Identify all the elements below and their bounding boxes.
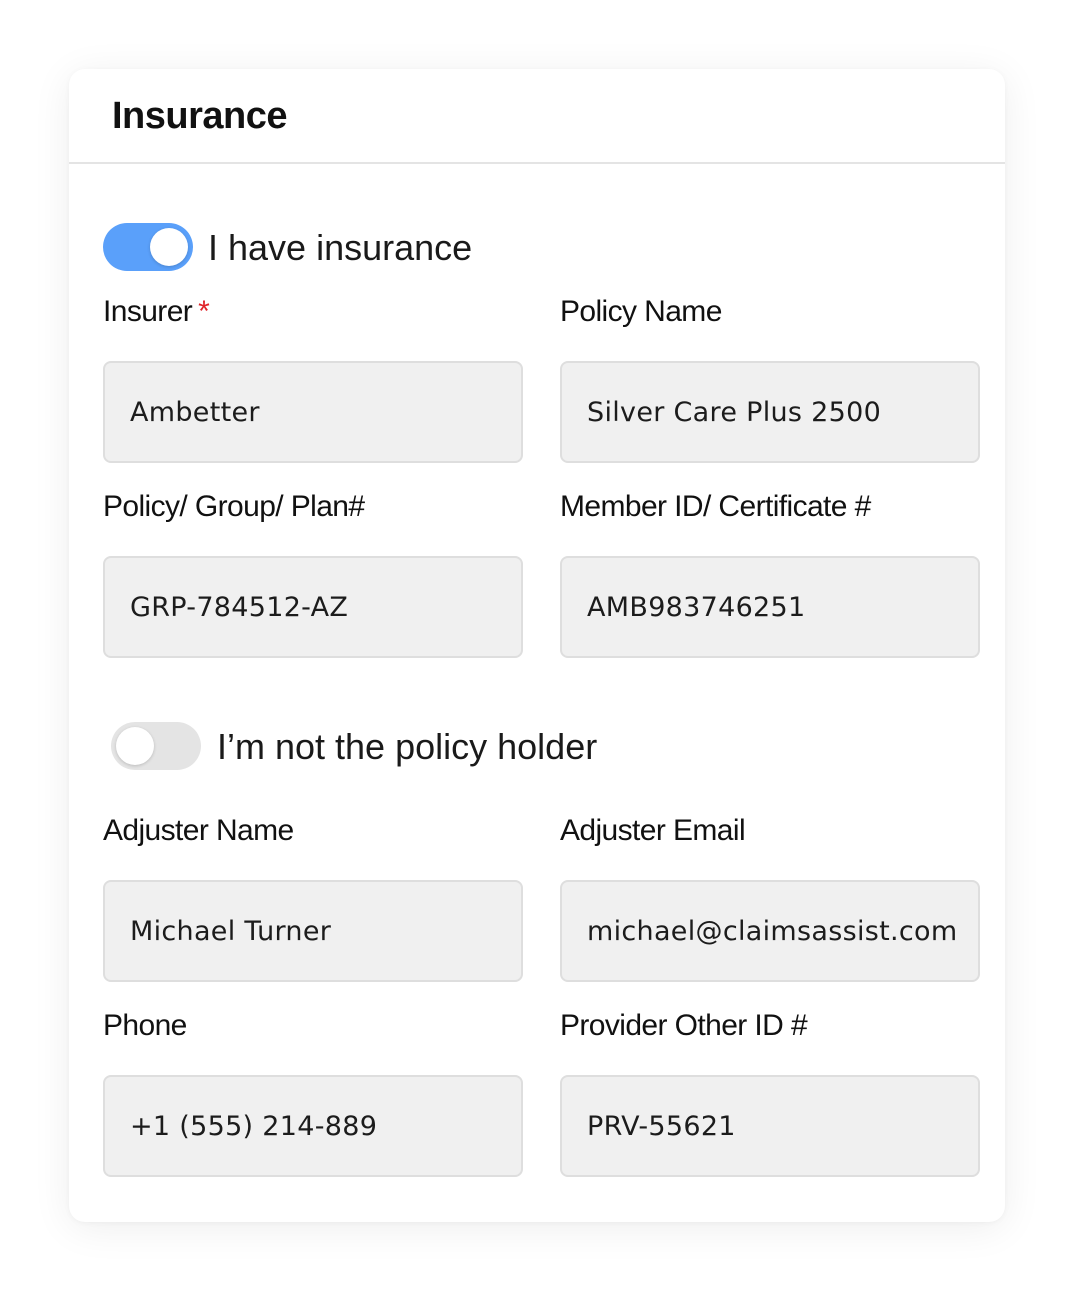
insurance-toggle-label: I have insurance bbox=[208, 227, 473, 268]
phone-label: Phone bbox=[103, 1009, 187, 1042]
insurance-card bbox=[69, 69, 1005, 1222]
provider-other-id-input[interactable] bbox=[560, 1075, 980, 1177]
policy-name-input[interactable] bbox=[560, 361, 980, 463]
provider-other-id-label: Provider Other ID # bbox=[560, 1009, 808, 1042]
insurer-input[interactable] bbox=[103, 361, 523, 463]
card-title: Insurance bbox=[112, 95, 288, 137]
adjuster-email-label: Adjuster Email bbox=[560, 814, 746, 847]
member-id-input[interactable] bbox=[560, 556, 980, 658]
adjuster-name-input[interactable] bbox=[103, 880, 523, 982]
insurer-label-text: Insurer bbox=[103, 295, 193, 328]
policy-group-plan-label: Policy/ Group/ Plan# bbox=[103, 490, 365, 523]
policy-holder-toggle-label: I’m not the policy holder bbox=[217, 726, 598, 767]
required-asterisk: * bbox=[198, 295, 210, 328]
policy-name-label: Policy Name bbox=[560, 295, 722, 328]
member-id-label: Member ID/ Certificate # bbox=[560, 490, 871, 523]
phone-input[interactable] bbox=[103, 1075, 523, 1177]
card-header bbox=[69, 69, 1005, 164]
policy-group-plan-input[interactable] bbox=[103, 556, 523, 658]
policy-holder-toggle-knob bbox=[116, 727, 154, 765]
insurance-toggle[interactable] bbox=[103, 223, 193, 271]
adjuster-name-label: Adjuster Name bbox=[103, 814, 294, 847]
insurer-label bbox=[103, 294, 209, 330]
policy-holder-toggle[interactable] bbox=[111, 722, 201, 770]
adjuster-email-input[interactable] bbox=[560, 880, 980, 982]
insurance-toggle-knob bbox=[150, 228, 188, 266]
